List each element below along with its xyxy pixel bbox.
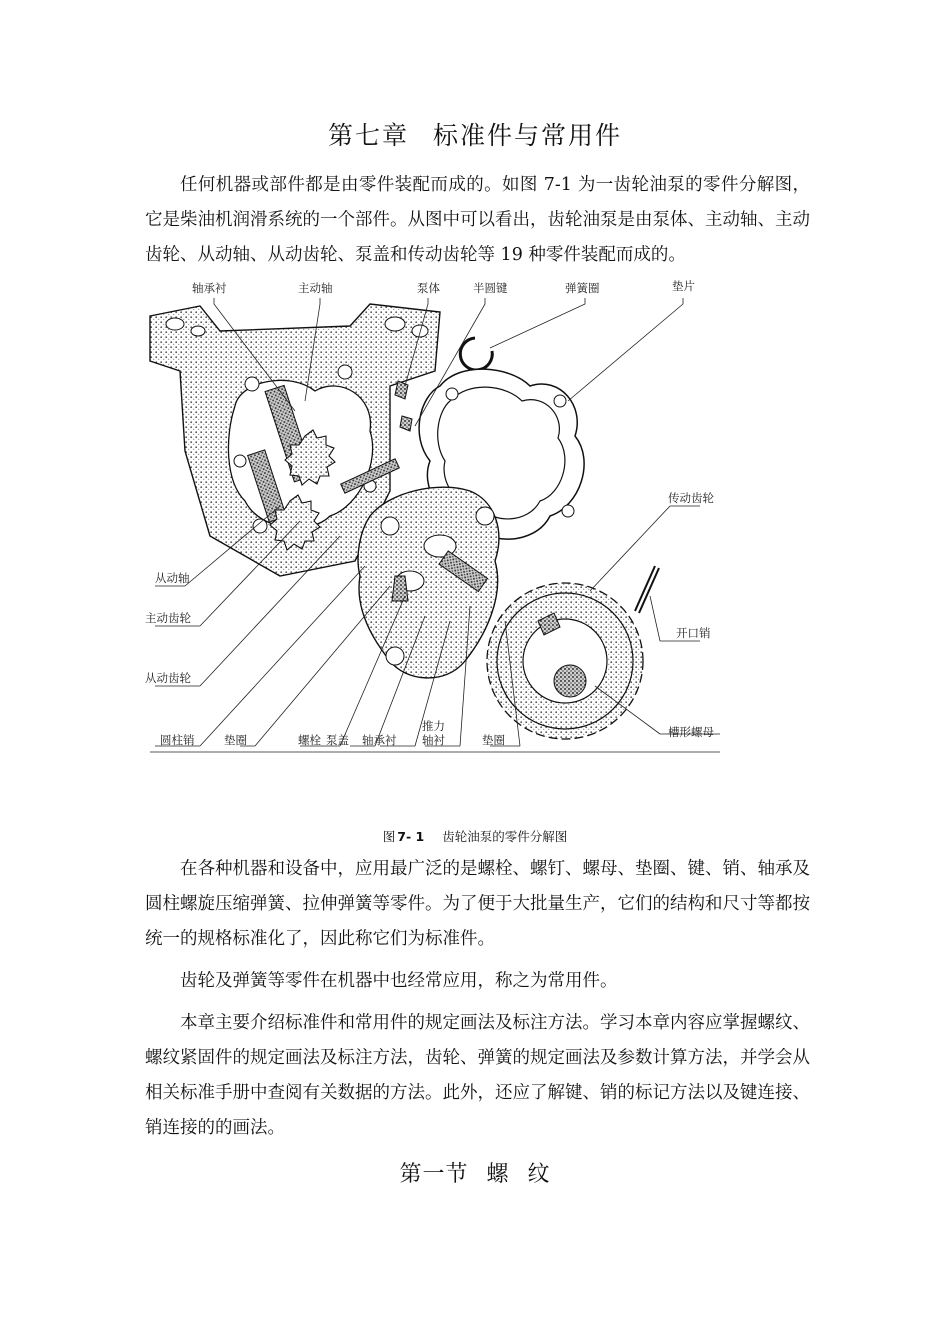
label-thrust-bush-line1: 推力 [422,719,445,733]
gear-pump-exploded-figure [140,276,725,766]
caption-text: 齿轮油泵的零件分解图 [442,829,568,844]
caption-number: 7- 1 [397,829,425,844]
label-woodruff-key: 半圆键 [473,281,508,295]
standard-parts-paragraph: 在各种机器和设备中，应用最广泛的是螺栓、螺钉、螺母、垫圈、键、销、轴承及圆柱螺旋压缩弹簧、拉伸弹簧等零件。为了便于大批量生产，它们的结构和尺寸等都按统一的规格标准化了，因此称它们为标准件。 [145,859,810,949]
chapter-goals-paragraph: 本章主要介绍标准件和常用件的规定画法及标注方法。学习本章内容应掌握螺纹、螺纹紧固件的规定画法及标注方法，齿轮、弹簧的规定画法及参数计算方法，并学会从相关标准手册中查阅有关数据的方法。此外，还应了解键、销的标记方法以及键连接、销连接的的画法。 [145,1013,810,1138]
label-transmission-gear: 传动齿轮 [668,491,714,505]
label-pump-cover: 泵盖 [326,733,349,747]
label-bolt: 螺栓 [298,733,321,747]
label-washer-2: 垫圈 [482,733,505,747]
label-cylindrical-pin: 圆柱销 [160,733,195,747]
intro-paragraph: 任何机器或部件都是由零件装配而成的。如图 7-1 为一齿轮油泵的零件分解图，它是柴油机润滑系统的一个部件。从图中可以看出，齿轮油泵是由泵体、主动轴、主动齿轮、从动轴、从动齿轮、泵盖和传动齿轮等 19 种零件装配而成的。 [145,175,810,265]
label-bearing-bush: 轴承衬 [362,733,397,747]
figure-caption [0,827,950,845]
label-bearing-bush-top: 轴承衬 [192,281,227,295]
pump-cover-drawing [358,487,499,678]
label-thrust-bush-line2: 轴衬 [422,733,445,747]
label-spring-ring: 弹簧圈 [565,281,600,295]
chapter-title: 第七章 标准件与常用件 [328,121,622,150]
caption-prefix: 图 [382,829,396,844]
common-parts-paragraph: 齿轮及弹簧等零件在机器中也经常应用，称之为常用件。 [180,971,618,991]
section-title: 第一节 螺 纹 [399,1162,551,1187]
label-drive-shaft: 主动轴 [298,281,333,295]
label-drive-gear: 主动齿轮 [145,611,191,625]
cotter-pin-drawing [635,566,659,613]
label-driven-shaft: 从动轴 [155,571,190,585]
label-washer-1: 垫圈 [224,733,247,747]
spring-ring-drawing [460,338,492,370]
label-driven-gear: 从动齿轮 [145,671,191,685]
transmission-gear-drawing [487,583,643,739]
label-cotter-pin: 开口销 [676,626,711,640]
label-slotted-nut: 槽形螺母 [668,725,714,739]
label-gasket: 垫片 [672,279,695,293]
label-pump-body: 泵体 [417,281,440,295]
